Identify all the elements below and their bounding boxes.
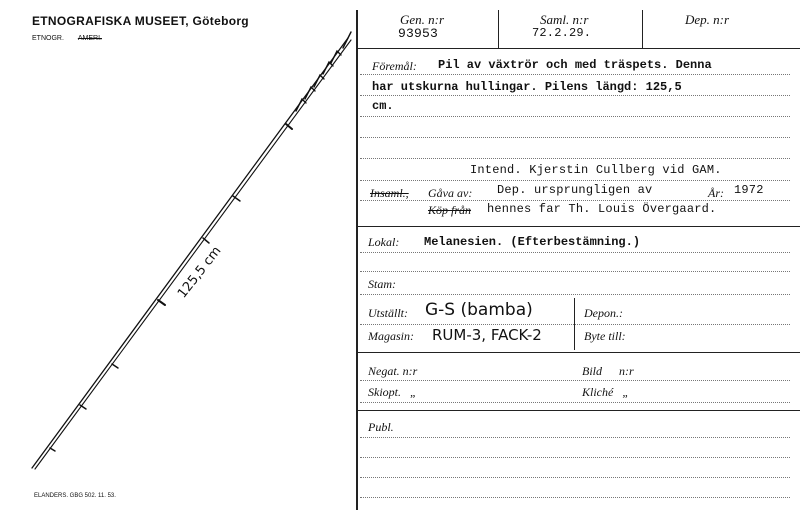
dotted-rule: [360, 271, 790, 272]
gen-nr-label: Gen. n:r: [400, 12, 445, 27]
dotted-rule: [360, 137, 790, 138]
intend-text: Intend. Kjerstin Cullberg vid GAM.: [470, 163, 722, 177]
dotted-rule: [360, 457, 790, 458]
dept-ameri-struck: AMERI.: [77, 35, 102, 42]
stam-label: Stam:: [368, 277, 396, 291]
utstallt-value: G-S (bamba): [425, 300, 533, 320]
dotted-rule: [360, 74, 790, 75]
dep-nr-label: Dep. n:r: [685, 12, 730, 27]
donor-text: hennes far Th. Louis Övergaard.: [487, 202, 717, 216]
dotted-rule: [360, 477, 790, 478]
negat-label: Negat. n:r: [368, 364, 418, 378]
printer-imprint: ELANDERS. GBG 502. 11. 53.: [34, 493, 116, 499]
dept-etnogr: ETNOGR.: [32, 35, 64, 42]
arrow-drawing: [0, 0, 355, 516]
byte-till-label: Byte till:: [584, 329, 626, 343]
bild-text: Bild: [582, 364, 602, 378]
dotted-rule: [360, 497, 790, 498]
magasin-value: RUM-3, FACK-2: [432, 326, 542, 344]
dotted-rule: [360, 252, 790, 253]
dotted-rule: [360, 380, 790, 381]
dep-origin-text: Dep. ursprungligen av: [497, 183, 653, 197]
dotted-rule: [360, 158, 790, 159]
kliche-label: [582, 385, 629, 400]
gen-nr-value: 93953: [398, 26, 439, 41]
dotted-rule: [360, 437, 790, 438]
dotted-rule: [360, 402, 790, 403]
skiopt-label: [368, 385, 417, 400]
lokal-label: Lokal:: [368, 235, 400, 249]
section-rule: [356, 410, 800, 411]
top-divider-2: [642, 10, 643, 48]
skiopt-text: Skiopt.: [368, 385, 401, 399]
kliche-text: Kliché: [582, 385, 614, 399]
depon-label: Depon.:: [584, 306, 623, 320]
insaml-label: Insaml.,: [370, 186, 409, 200]
foremal-line-1: Pil av växtrör och med träspets. Denna: [438, 58, 712, 72]
foremal-line-3: cm.: [372, 99, 394, 113]
section-rule: [356, 352, 800, 353]
kop-fran-label: Köp från: [428, 203, 472, 217]
utstallt-label: Utställt:: [368, 306, 409, 320]
magasin-label: Magasin:: [368, 329, 414, 343]
bild-label: [582, 364, 634, 379]
ar-value: 1972: [734, 183, 764, 197]
dotted-rule: [360, 200, 790, 201]
measurement-note: 125,5 cm: [175, 243, 225, 302]
saml-nr-label: Saml. n:r: [540, 12, 589, 27]
saml-nr-value: 72.2.29.: [532, 26, 592, 40]
dotted-rule: [360, 95, 790, 96]
section-rule: [356, 226, 800, 227]
dotted-rule: [360, 116, 790, 117]
kliche-ditto: „: [622, 385, 630, 399]
lokal-value: Melanesien. (Efterbestämning.): [424, 235, 641, 249]
card-left-border: [356, 10, 358, 510]
dotted-rule: [360, 180, 790, 181]
ar-label: År:: [708, 186, 724, 200]
skiopt-ditto: „: [410, 385, 417, 399]
publ-label: Publ.: [368, 420, 394, 434]
dotted-rule: [360, 324, 790, 325]
top-rule: [356, 48, 800, 49]
bild-nr-text: n:r: [619, 364, 634, 378]
foremal-label: Föremål:: [372, 59, 417, 73]
top-divider-1: [498, 10, 499, 48]
foremal-line-2: har utskurna hullingar. Pilens längd: 125,5: [372, 80, 682, 94]
museum-header: ETNOGRAFISKA MUSEET, Göteborg: [32, 14, 249, 28]
storage-divider: [574, 298, 575, 350]
dotted-rule: [360, 294, 790, 295]
gava-label: Gåva av:: [428, 186, 473, 200]
